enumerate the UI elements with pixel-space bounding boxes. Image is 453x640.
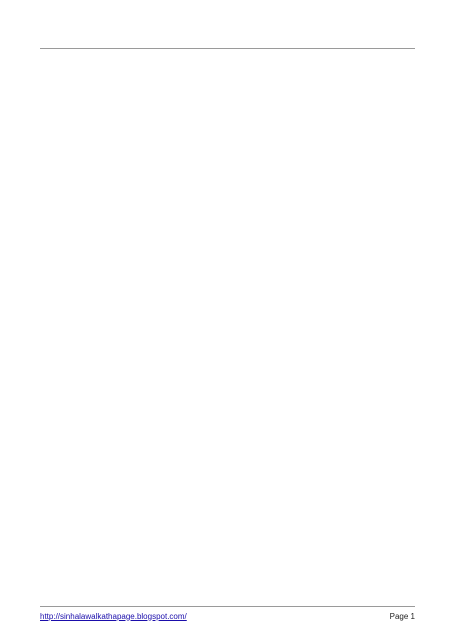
- paragraph: [40, 106, 415, 118]
- paragraph: [40, 119, 415, 131]
- blog-url-link[interactable]: http://sinhalawalkathapage.blogspot.com/: [40, 611, 187, 621]
- paragraph: [40, 157, 415, 169]
- paragraph: [40, 56, 415, 68]
- paragraph: [40, 169, 415, 181]
- paragraph: [40, 371, 415, 383]
- paragraph: [40, 283, 415, 295]
- paragraph: [40, 409, 415, 421]
- paragraph: [40, 346, 415, 358]
- paragraph: [40, 434, 415, 446]
- document-body: [40, 56, 415, 596]
- paragraph: [40, 358, 415, 370]
- paragraph: [40, 308, 415, 320]
- paragraph: [40, 258, 415, 270]
- paragraph: [40, 421, 415, 433]
- paragraph: [40, 144, 415, 156]
- page-number: Page 1: [389, 611, 415, 621]
- header-rule: [40, 48, 415, 49]
- paragraph: [40, 295, 415, 307]
- paragraph: [40, 270, 415, 282]
- paragraph: [40, 207, 415, 219]
- page-footer: [40, 610, 415, 622]
- paragraph: [40, 69, 415, 81]
- paragraph: [40, 94, 415, 106]
- paragraph: [40, 232, 415, 244]
- paragraph: [40, 195, 415, 207]
- paragraph: [40, 132, 415, 144]
- paragraph: [40, 383, 415, 395]
- paragraph: [40, 245, 415, 257]
- paragraph: [40, 320, 415, 332]
- footer-rule: [40, 606, 415, 607]
- paragraph: [40, 220, 415, 232]
- paragraph: [40, 182, 415, 194]
- paragraph: [40, 333, 415, 345]
- paragraph: [40, 396, 415, 408]
- paragraph: [40, 81, 415, 93]
